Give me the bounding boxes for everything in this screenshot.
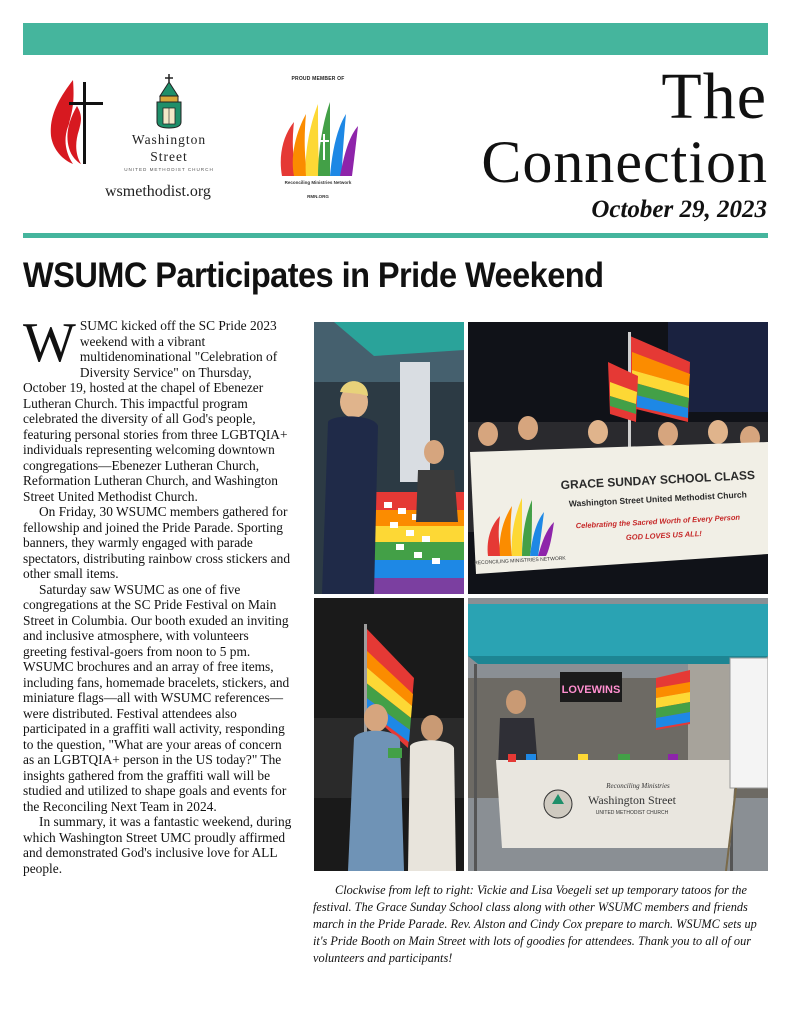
photo-parade-banner [468, 322, 768, 594]
wsumc-subtitle: UNITED METHODIST CHURCH [124, 167, 214, 172]
umc-cross-flame-logo [47, 76, 107, 168]
banner-line4: GOD LOVES US ALL! [625, 529, 703, 542]
table-line2: UNITED METHODIST CHURCH [595, 810, 669, 816]
rmn-proud-member-text: PROUD MEMBER OF [291, 76, 345, 82]
photo-pride-booth [468, 598, 768, 871]
article-body [23, 312, 295, 876]
banner-rmn: RECONCILING MINISTRIES NETWORK [474, 555, 566, 567]
table-top-text: Reconciling Ministries [606, 782, 670, 790]
article-paragraph-1-text: SUMC kicked off the SC Pride 2023 weekend with a vibrant multidenominational "Celebration of Diversity Service" on Thursday, October 19, hosted at the chapel of Ebenezer Lutheran Church. This impactful program celebrated the diversity of all God's people, featuring personal stories from three LGBTQIA+ individuals representing welcoming downtown congregations—Ebenezer Lutheran Church, Reformation Lutheran Church, and Washington Street United Methodist Church. [23, 318, 288, 504]
rmn-logo [268, 76, 368, 199]
banner-line3: Celebrating the Sacred Worth of Every Person [575, 512, 741, 531]
caption-text: Clockwise from left to right: Vickie and Lisa Voegeli set up temporary tatoos for the festival. The Grace Sunday School class along with other WSUMC members and friends march in the Pride Parade. Rev. Alston and Cindy Cox prepare to march. WSUMC sets up it's Pride Booth on Main Street with lots of goodies for attendees. Thank you to all of our volunteers and participants! [313, 883, 757, 965]
article-paragraph-1 [23, 312, 295, 504]
rmn-url-text: RMN.ORG [307, 194, 329, 199]
wsumc-logo [110, 72, 228, 172]
masthead-title-line1: The [661, 60, 767, 133]
article-paragraph-2: On Friday, 30 WSUMC members gathered for fellowship and joined the Pride Parade. Sporting banners, they warmly engaged with parade spectators, distributing rainbow cross stickers and other small items. [23, 504, 291, 581]
top-accent-bar [23, 23, 768, 55]
article-headline: WSUMC Participates in Pride Weekend [23, 256, 604, 295]
website-link[interactable]: wsmethodist.org [105, 183, 211, 200]
drop-cap: W [23, 312, 76, 374]
article-paragraph-4: In summary, it was a fantastic weekend, during which Washington Street UMC proudly affirmed and demonstrated God's inclusive love for ALL people. [23, 814, 292, 876]
article-paragraph-3: Saturday saw WSUMC as one of five congregations at the SC Pride Festival on Main Street in Columbia. Our booth exuded an inviting and inclusive atmosphere, with volunteers greeting festival-goers from noon to 5 pm. WSUMC brochures and an array of free items, including fans, homemade bracelets, stickers, and miniature flags—all with WSUMC references—were distributed. Festival attendees also participated in a graffiti wall activity, responding to the question, "What are your areas of concern as an LGBTQIA+ person in the US today?" The insights gathered from the graffiti wall will be studied and utilized to shape goals and events for the Reconciling Next Team in 2024. [23, 581, 290, 814]
banner-line2: Washington Street United Methodist Church [568, 489, 748, 509]
photo-night-flag [314, 598, 464, 871]
banner-line1: GRACE SUNDAY SCHOOL CLASS [560, 467, 756, 493]
issue-date: October 29, 2023 [591, 196, 767, 223]
table-line1: Washington Street [587, 793, 677, 807]
masthead-divider [23, 233, 768, 238]
wsumc-name-line1: Washington [131, 132, 207, 147]
booth-sign: LOVEWINS [561, 684, 621, 696]
photo-caption [313, 882, 769, 967]
rmn-network-text: Reconciling Ministries Network [284, 180, 352, 185]
rmn-rainbow-flame-icon [276, 84, 360, 178]
church-steeple-icon [149, 72, 189, 130]
masthead-title-line2: Connection [481, 129, 768, 195]
wsumc-name-line2: Street [150, 149, 188, 164]
photo-tattoo-table [314, 322, 464, 594]
